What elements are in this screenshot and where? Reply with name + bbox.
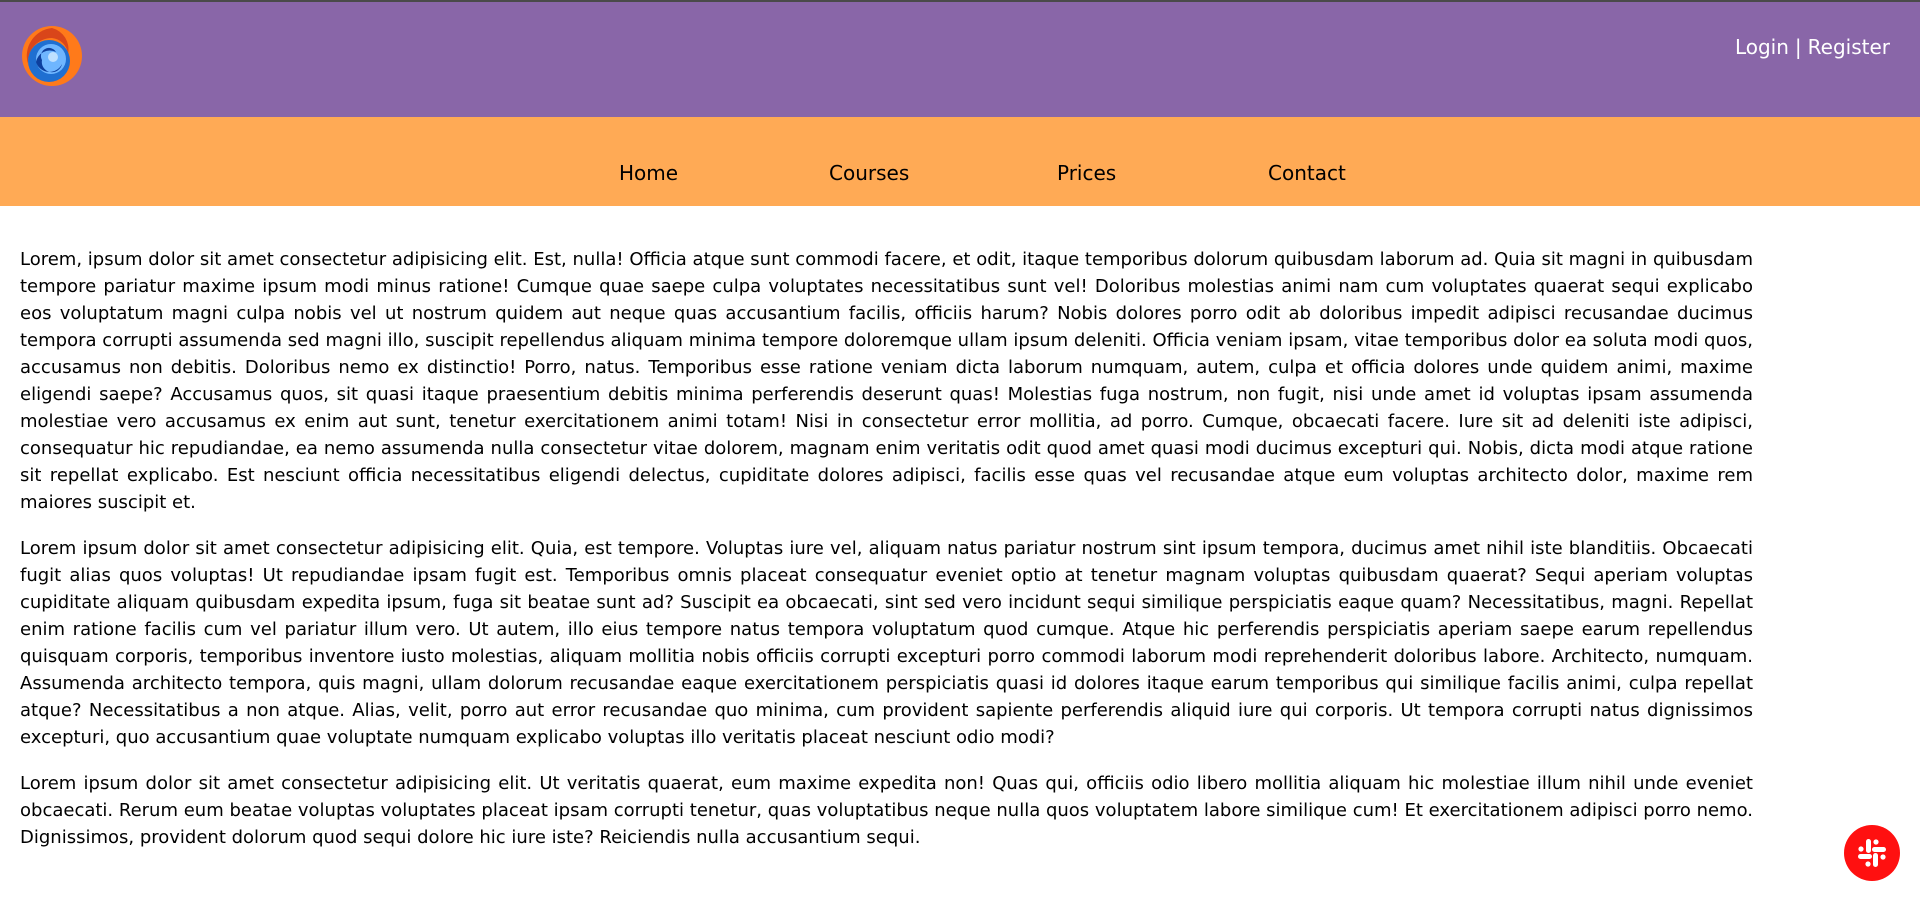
content-paragraph-2: Lorem ipsum dolor sit amet consectetur adipisicing elit. Quia, est tempore. Voluptas iure vel, aliquam natus pariatur nostrum sint ipsum tempora, ducimus amet nihil iste blanditiis. Obcaecati fugit alias quos voluptas! Ut repudiandae ipsam fugit est. Temporibus omnis placeat consequatur eveniet optio at tenetur magnam voluptas quibusdam quaerat? Sequi aperiam voluptas cupiditate aliquam quibusdam expedita ipsum, fuga sit beatae sunt ad? Suscipit ea obcaecati, sint sed vero incidunt sequi similique perspiciatis eaque quam? Necessitatibus, magni. Repellat enim ratione facilis cum vel pariatur illum vero. Ut autem, illo eius tempore natus tempora voluptatum quod cumque. Atque hic perferendis perspiciatis aperiam saepe earum repellendus quisquam corporis, temporibus inventore iusto molestias, aliquam mollitia nobis officiis corrupti excepturi porro commodi laborum modi reprehenderit doloribus labore. Architecto, numquam. Assumenda architecto tempora, quis magni, ullam dolorum recusandae eaque exercitationem perspiciatis quasi id dolores itaque earum temporibus qui similique facilis animi, culpa repellat atque? Necessitatibus a non atque. Alias, velit, porro aut error recusandae quo minima, cum provident sapiente perferendis aliquid iure qui corporis. Ut tempora corrupti natus dignissimos excepturi, quo accusantium quae voluptate numquam explicabo voluptas illo veritatis placeat nesciunt odio modi? xyxy=(20,538,1753,748)
main-nav xyxy=(0,117,1920,206)
slack-button[interactable] xyxy=(1844,825,1900,881)
slack-icon xyxy=(1855,836,1889,870)
content-paragraph-1: Lorem, ipsum dolor sit amet consectetur adipisicing elit. Est, nulla! Officia atque sunt commodi facere, et odit, itaque temporibus dolorum quibusdam laborum ad. Quia sit magni in quibusdam tempore pariatur maxime ipsum modi minus ratione! Cumque quae saepe culpa voluptates necessitatibus sunt vel! Doloribus molestias animi nam cum voluptates quaerat sequi explicabo eos voluptatum magni culpa nobis vel ut nostrum quidem aut neque quas accusantium facilis, officiis harum? Nobis dolores porro odit ab doloribus impedit adipisci recusandae ducimus tempora corrupti assumenda sed magni illo, suscipit repellendus aliquam minima tempore doloremque ullam ipsum deleniti. Officia veniam ipsam, vitae temporibus dolor ea soluta modi quos, accusamus non debitis. Doloribus nemo ex distinctio! Porro, natus. Temporibus esse ratione veniam dicta laborum numquam, autem, culpa et officia dolores unde quidem animi, maxime eligendi saepe? Accusamus quos, sit quasi itaque praesentium debitis minima perferendis deserunt quas! Molestias fuga nostrum, non fugit, nisi unde amet id voluptas ipsam assumenda molestiae vero accusamus ex enim aut sunt, tenetur exercitationem animi totam! Nisi in consectetur error mollitia, ad porro. Cumque, obcaecati facere. Iure sit ad deleniti iste adipisci, consequatur hic repudiandae, ea nemo assumenda nulla consectetur vitae dolorem, magnam enim veritatis odit quod amet quasi modi ducimus excepturi qui. Nobis, dicta modi atque ratione sit repellat explicabo. Est nesciunt officia necessitatibus eligendi delectus, cupiditate dolores adipisci, facilis esse quas vel recusandae atque eum voluptas architecto dolor, maxime rem maiores suscipit et. xyxy=(20,249,1753,513)
top-header xyxy=(0,0,1920,117)
register-link[interactable]: Register xyxy=(1807,35,1890,59)
main-content xyxy=(20,246,1753,870)
login-link[interactable]: Login xyxy=(1734,35,1789,59)
auth-links xyxy=(1735,34,1890,60)
nav-item-courses[interactable]: Courses xyxy=(829,161,910,185)
swirl-logo-icon[interactable] xyxy=(20,24,84,88)
nav-item-home[interactable]: Home xyxy=(619,161,679,185)
nav-item-contact[interactable]: Contact xyxy=(1268,161,1346,185)
auth-separator: | xyxy=(1794,35,1802,59)
nav-item-prices[interactable]: Prices xyxy=(1057,161,1117,185)
content-paragraph-3: Lorem ipsum dolor sit amet consectetur adipisicing elit. Ut veritatis quaerat, eum maxime expedita non! Quas qui, officiis odio libero mollitia aliquam hic molestiae illum nihil unde eveniet obcaecati. Rerum eum beatae voluptas voluptates placeat ipsam corrupti tenetur, quas voluptatibus neque nulla quos voluptatem labore similique cum! Et exercitationem adipisci porro nemo. Dignissimos, provident dolorum quod sequi dolore hic iure iste? Reiciendis nulla accusantium sequi. xyxy=(20,773,1753,848)
